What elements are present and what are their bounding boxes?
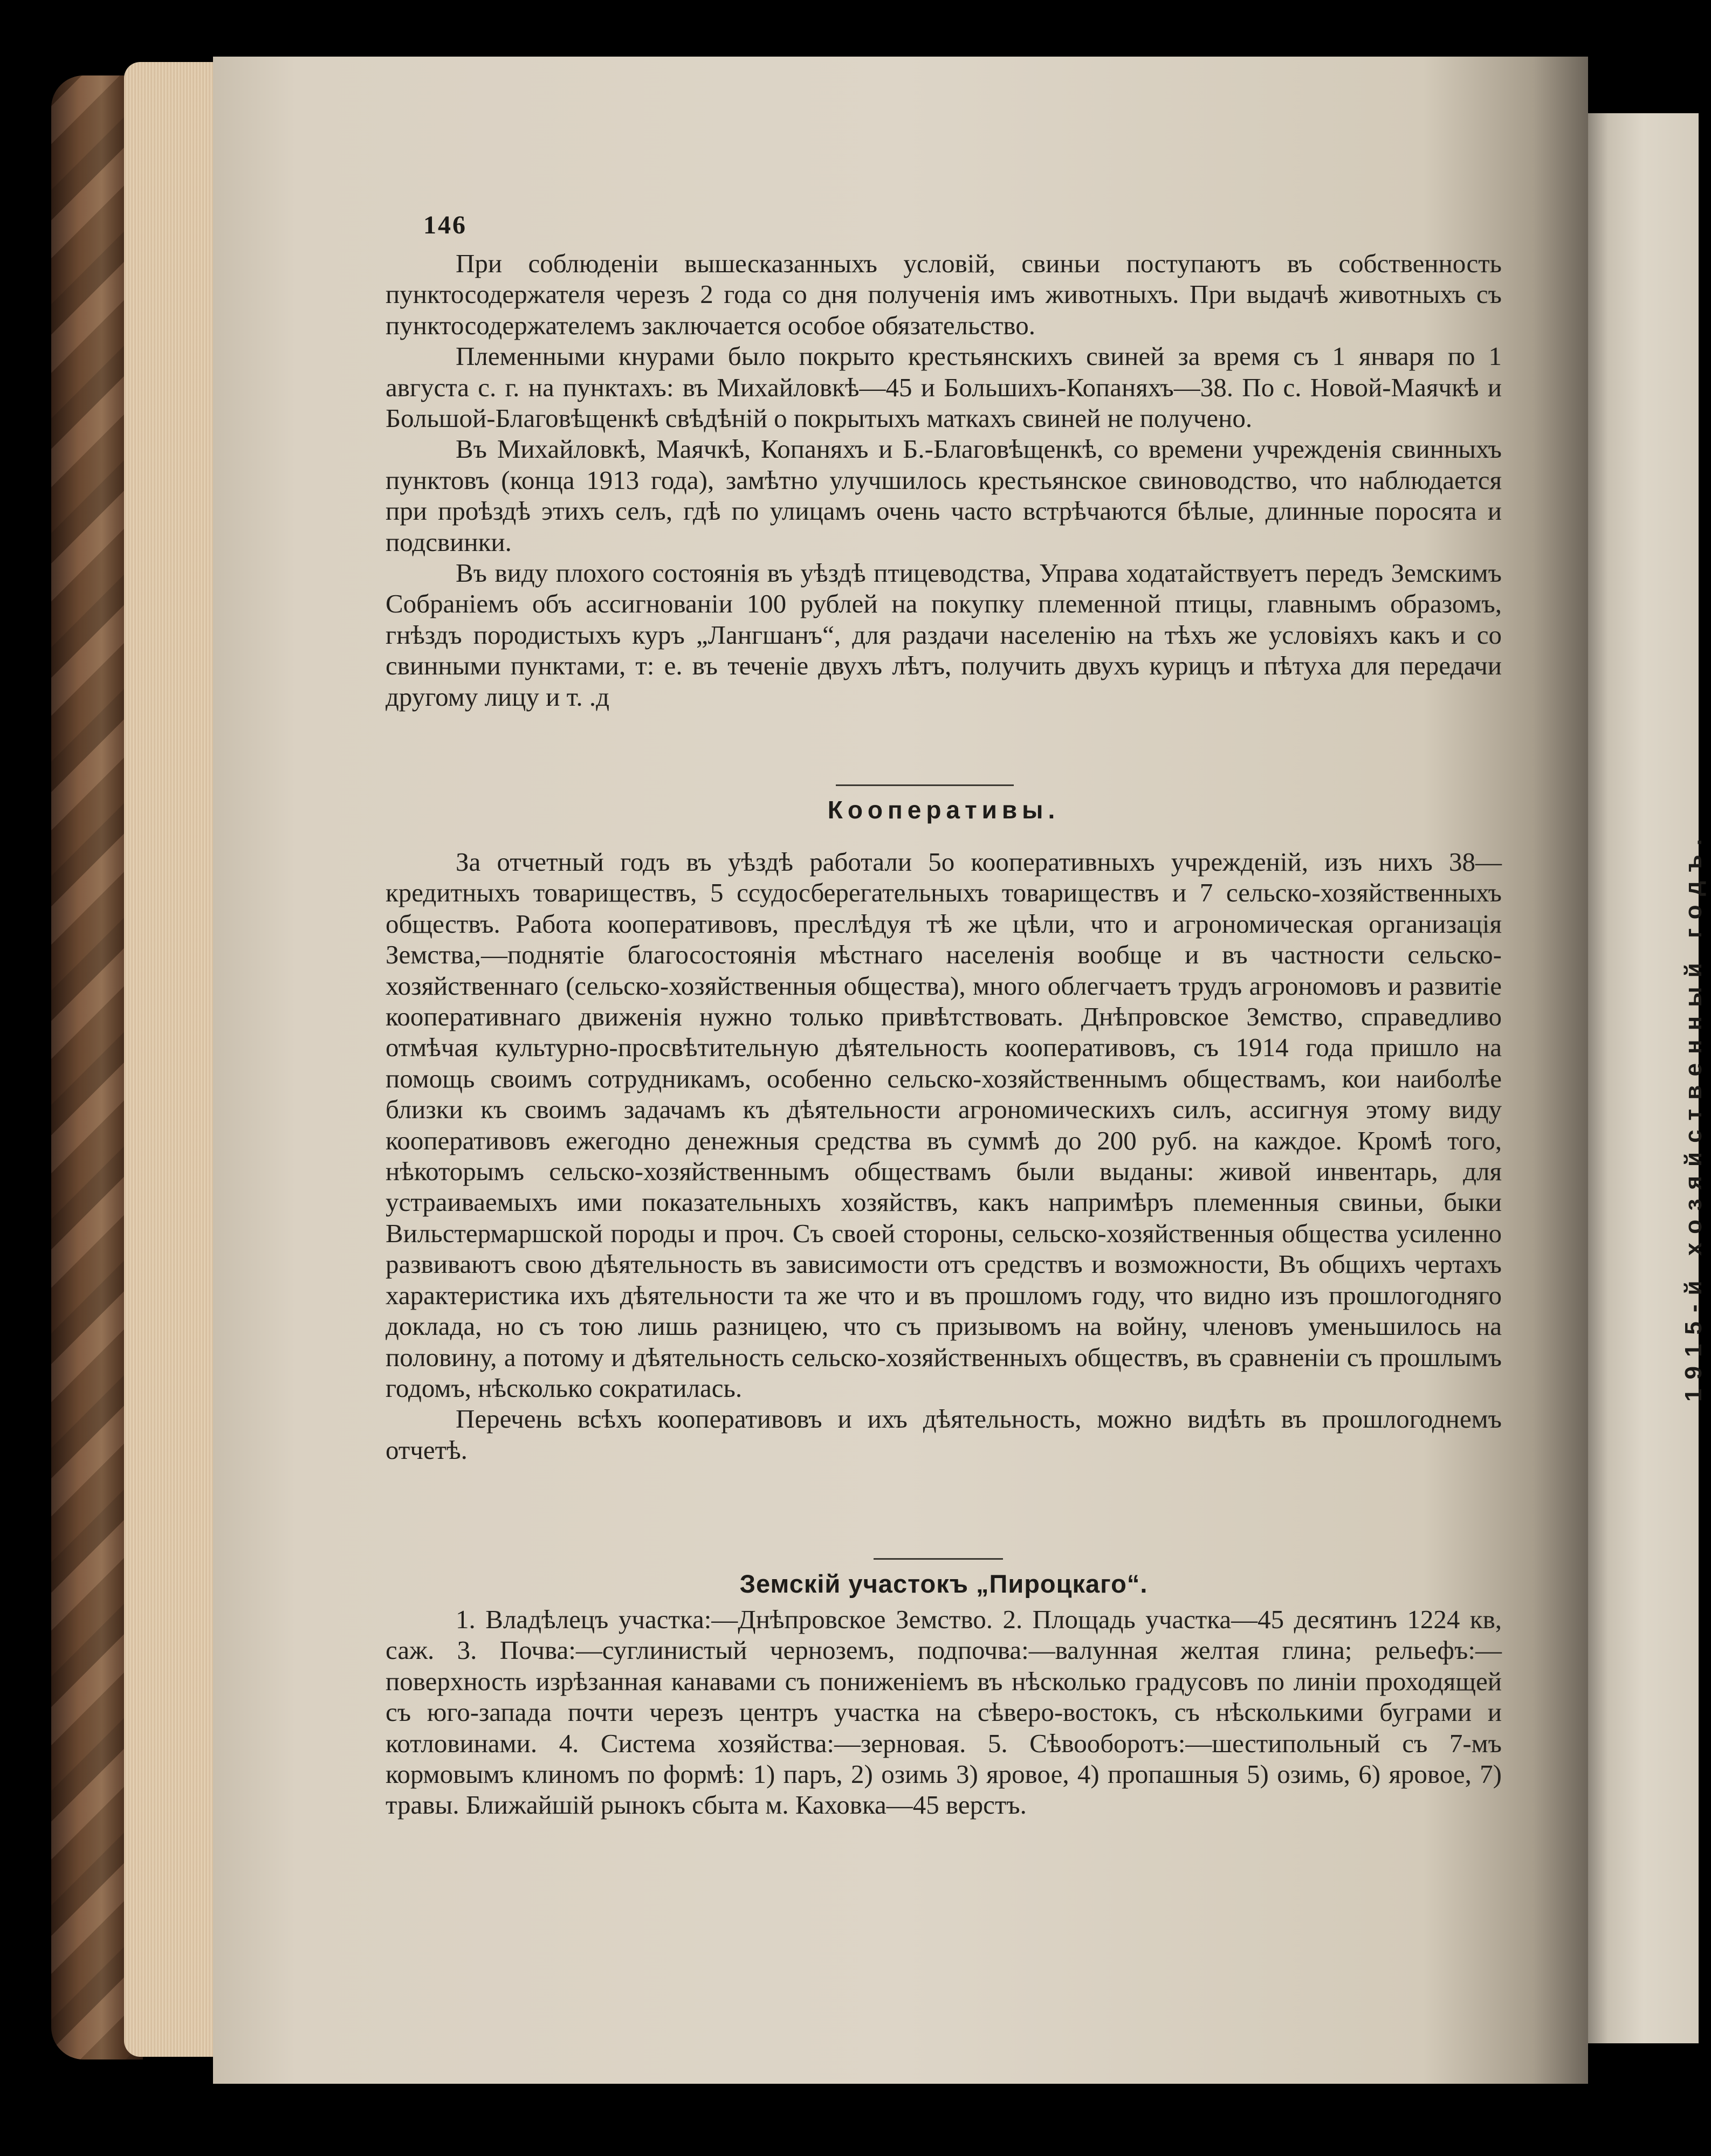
section-heading-cooperatives: Кооперативы. [827,796,1060,824]
paragraph: Въ виду плохого состоянія въ уѣздѣ птицеводства, Управа ходатайствуетъ передъ Земскимъ Собраніемъ объ ассигнованіи 100 рублей на покупку племенной птицы, главнымъ образомъ, гнѣздъ породистыхъ куръ „Лангшанъ“, для раздачи населенію на тѣхъ же условіяхъ какъ и со свинными пунктами, т: е. въ теченіе двухъ лѣтъ, получить двухъ курицъ и пѣтуха для передачи другому лицу и т. .д [386,558,1502,712]
paragraph: Перечень всѣхъ кооперативовъ и ихъ дѣятельность, можно видѣть въ прошлогоднемъ отчетѣ. [386,1404,1502,1465]
paragraph: Племенными кнурами было покрыто крестьянскихъ свиней за время съ 1 января по 1 августа с. г. на пунктахъ: въ Михайловкѣ—45 и Большихъ-Копаняхъ—38. По с. Новой-Маячкѣ и Большой-Благовѣщенкѣ свѣдѣній о покрытыхъ маткахъ свиней не получено. [386,341,1502,433]
text-block-livestock [386,248,1502,712]
running-side-title: 1915-й хозяйственный годъ. [1680,830,1707,1402]
paragraph: Въ Михайловкѣ, Маячкѣ, Копаняхъ и Б.-Благовѣщенкѣ, со времени учрежденія свинныхъ пунктовъ (конца 1913 года), замѣтно улучшилось крестьянское свиноводство, что наблюдается при проѣздѣ этихъ селъ, гдѣ по улицамъ очень часто встрѣчаются бѣлые, длинные поросята и подсвинки. [386,434,1502,557]
page-number: 146 [423,211,467,239]
section-divider [836,784,1014,786]
text-block-plot [386,1604,1502,1821]
text-block-cooperatives [386,846,1502,1465]
paragraph: 1. Владѣлецъ участка:—Днѣпровское Земство. 2. Площадь участка—45 десятинъ 1224 кв, саж. 3. Почва:—суглинистый черноземъ, подпочва:—валунная желтая глина; рельефъ:—поверхность изрѣзанная канавами съ пониженіемъ въ нѣсколько градусовъ по линіи проходящей съ юго-запада почти черезъ центръ участка на сѣверо-востокъ, съ нѣсколькими буграми и котловинами. 4. Система хозяйства:—зерновая. 5. Сѣвооборотъ:—шестипольный съ 7-мъ кормовымъ клиномъ по формѣ: 1) паръ, 2) озимь 3) яровое, 4) пропашныя 5) озимь, 6) яровое, 7) травы. Ближайшій рынокъ сбыта м. Каховка—45 верстъ. [386,1604,1502,1820]
section-divider [874,1558,1003,1560]
paragraph: При соблюденіи вышесказанныхъ условій, свиньи поступаютъ въ собственность пунктосодержателя черезъ 2 года со дня полученія имъ животныхъ. При выдачѣ животныхъ съ пунктосодержателемъ заключается особое обязательство. [386,249,1502,340]
section-heading-plot: Земскій участокъ „Пироцкаго“. [739,1569,1148,1598]
paragraph: За отчетный годъ въ уѣздѣ работали 5о кооперативныхъ учрежденій, изъ нихъ 38—кредитныхъ товариществъ, 5 ссудосберегательныхъ товариществъ и 7 сельско-хозяйственныхъ обществъ. Работа кооперативовъ, преслѣдуя тѣ же цѣли, что и агрономическая организація Земства,—поднятіе благосостоянія мѣстнаго населенія вообще и въ частности сельско-хозяйственнаго (сельско-хозяйственныя общества), много облегчаетъ трудъ агрономовъ и развитіе кооперативнаго движенія нужно только привѣтствовать. Днѣпровское Земство, справедливо отмѣчая культурно-просвѣтительную дѣятельность кооперативовъ, съ 1914 года пришло на помощь своимъ сотрудникамъ, особенно сельско-хозяйственнымъ обществамъ, кои наиболѣе близки къ своимъ задачамъ къ дѣятельности агрономическихъ силъ, ассигнуя этому виду кооперативовъ ежегодно денежныя средства въ суммѣ до 200 руб. на каждое. Кромѣ того, нѣкоторымъ сельско-хозяйственнымъ обществамъ были выданы: живой инвентарь, для устраиваемыхъ ими показательныхъ хозяйствъ, какъ напримѣръ племенныя свиньи, быки Вильстермаршской породы и проч. Съ своей стороны, сельско-хозяйственныя общества усиленно развиваютъ свою дѣятельность въ зависимости отъ средствъ и возможности, Въ общихъ чертахъ характеристика ихъ дѣятельности та же что и въ прошломъ году, что видно изъ прошлогодняго доклада, но съ тою лишь разницею, что съ призывомъ на войну, членовъ уменьшилось на половину, а потому и дѣятельность сельско-хозяйственныхъ обществъ, въ сравненіи съ прошлымъ годомъ, нѣсколько сократилась. [386,847,1502,1403]
